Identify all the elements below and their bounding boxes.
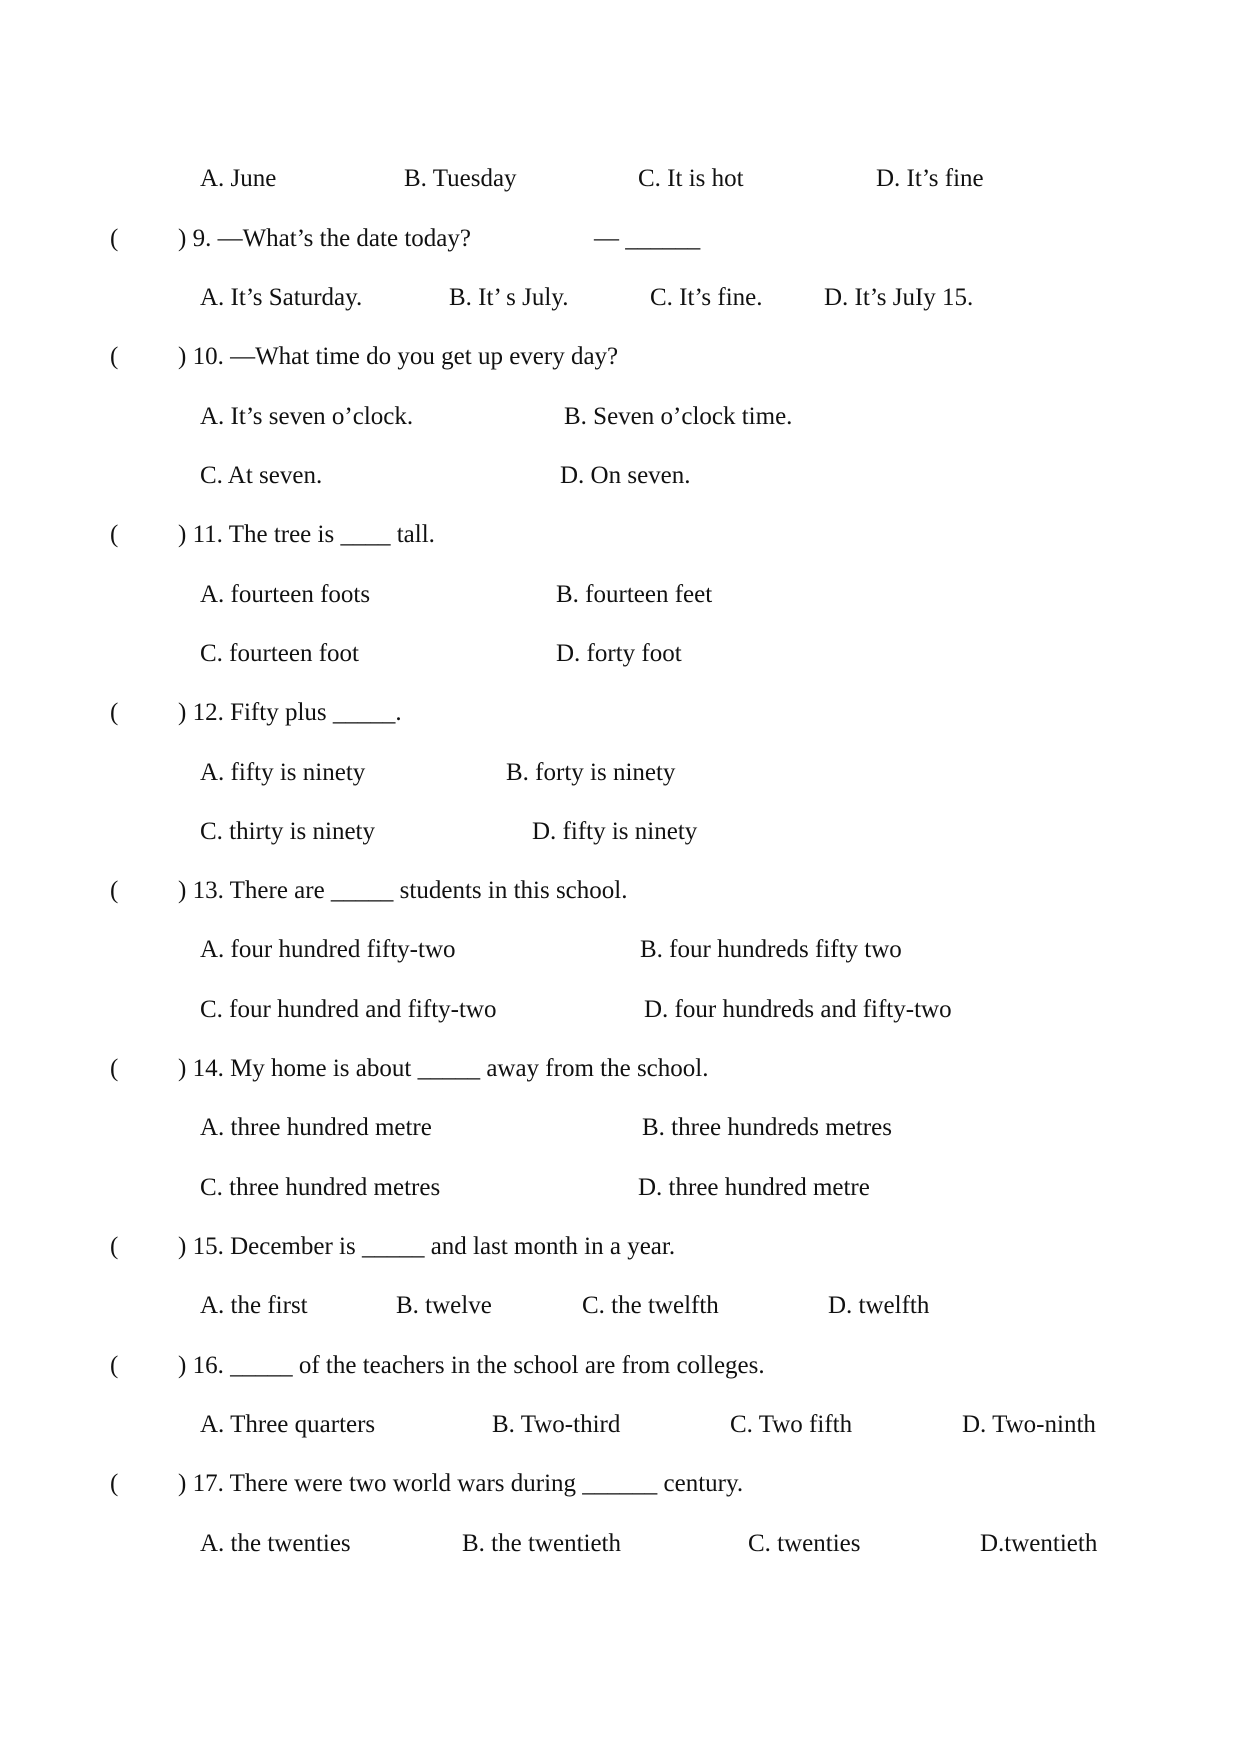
option-a: A. four hundred fifty-two xyxy=(200,936,456,963)
option-c: C. Two fifth xyxy=(730,1411,853,1438)
question-stem: ) 11. The tree is ____ tall. xyxy=(178,521,435,548)
option-b: B. forty is ninety xyxy=(506,759,676,786)
answer-paren: ( xyxy=(110,877,119,904)
option-c: C. the twelfth xyxy=(582,1292,719,1319)
option-a: A. June xyxy=(200,165,277,192)
option-b: B. three hundreds metres xyxy=(642,1114,892,1141)
question-stem: ) 13. There are _____ students in this school. xyxy=(178,877,628,904)
option-a: A. fifty is ninety xyxy=(200,759,366,786)
option-a: A. Three quarters xyxy=(200,1411,376,1438)
option-b: B. It’ s July. xyxy=(449,284,569,311)
option-b: B. Seven o’clock time. xyxy=(564,403,793,430)
question-stem: ) 12. Fifty plus _____. xyxy=(178,699,402,726)
option-d: D. fifty is ninety xyxy=(532,818,698,845)
option-d: D. On seven. xyxy=(560,462,691,489)
option-a: A. It’s Saturday. xyxy=(200,284,363,311)
option-c: C. three hundred metres xyxy=(200,1174,441,1201)
option-d: D. three hundred metre xyxy=(638,1174,870,1201)
question-stem: ) 15. December is _____ and last month in a year. xyxy=(178,1233,676,1260)
question-stem: ) 10. —What time do you get up every day? xyxy=(178,343,619,370)
option-c: C. four hundred and fifty-two xyxy=(200,996,497,1023)
option-c: C. It’s fine. xyxy=(650,284,763,311)
question-stem: ) 9. —What’s the date today? xyxy=(178,225,471,252)
option-b: B. Tuesday xyxy=(404,165,517,192)
option-c: C. twenties xyxy=(748,1530,861,1557)
option-d: D. twelfth xyxy=(828,1292,930,1319)
question-stem: ) 17. There were two world wars during ______ century. xyxy=(178,1470,744,1497)
option-c: C. At seven. xyxy=(200,462,323,489)
option-c: C. It is hot xyxy=(638,165,744,192)
option-c: C. thirty is ninety xyxy=(200,818,375,845)
option-b: B. four hundreds fifty two xyxy=(640,936,902,963)
answer-paren: ( xyxy=(110,521,119,548)
option-a: A. the twenties xyxy=(200,1530,351,1557)
answer-paren: ( xyxy=(110,343,119,370)
option-d: D.twentieth xyxy=(980,1530,1098,1557)
answer-paren: ( xyxy=(110,225,119,252)
answer-blank: — ______ xyxy=(594,225,701,252)
question-stem: ) 14. My home is about _____ away from the school. xyxy=(178,1055,709,1082)
option-d: D. forty foot xyxy=(556,640,682,667)
option-a: A. the first xyxy=(200,1292,308,1319)
option-a: A. It’s seven o’clock. xyxy=(200,403,414,430)
option-b: B. twelve xyxy=(396,1292,492,1319)
option-d: D. It’s JuIy 15. xyxy=(824,284,974,311)
option-d: D. four hundreds and fifty-two xyxy=(644,996,952,1023)
option-b: B. Two-third xyxy=(492,1411,621,1438)
answer-paren: ( xyxy=(110,1470,119,1497)
option-d: D. Two-ninth xyxy=(962,1411,1096,1438)
option-a: A. three hundred metre xyxy=(200,1114,432,1141)
question-stem: ) 16. _____ of the teachers in the school are from colleges. xyxy=(178,1352,765,1379)
answer-paren: ( xyxy=(110,1352,119,1379)
answer-paren: ( xyxy=(110,1233,119,1260)
option-d: D. It’s fine xyxy=(876,165,984,192)
answer-paren: ( xyxy=(110,699,119,726)
option-c: C. fourteen foot xyxy=(200,640,359,667)
option-b: B. fourteen feet xyxy=(556,581,713,608)
option-a: A. fourteen foots xyxy=(200,581,371,608)
option-b: B. the twentieth xyxy=(462,1530,621,1557)
answer-paren: ( xyxy=(110,1055,119,1082)
